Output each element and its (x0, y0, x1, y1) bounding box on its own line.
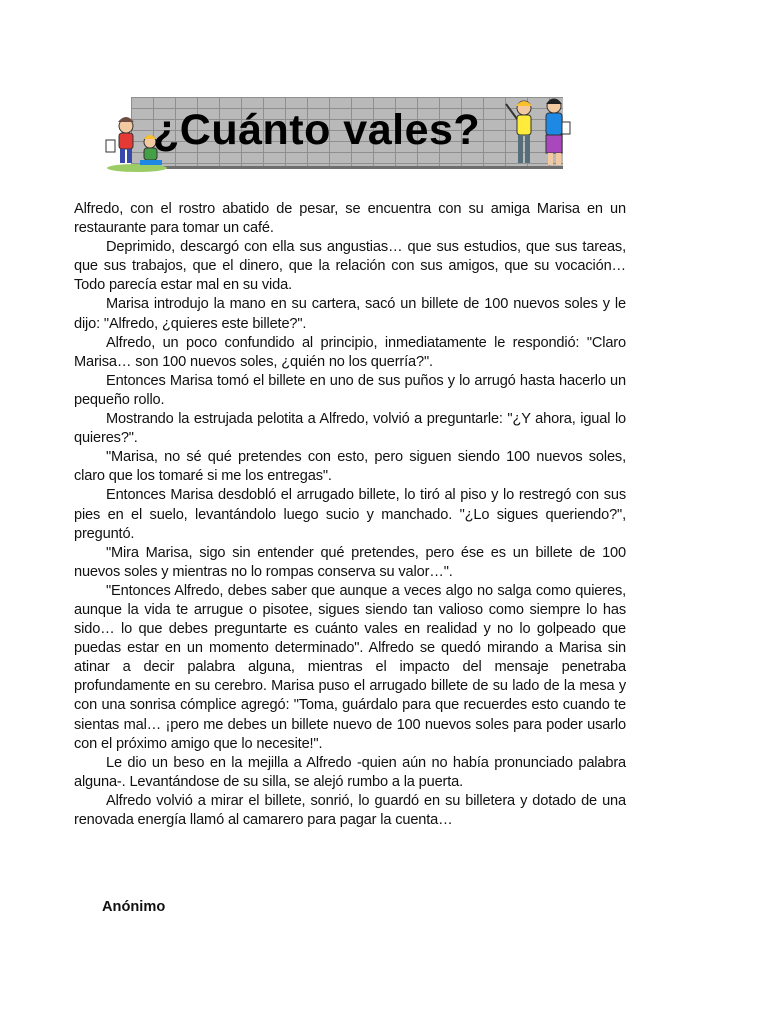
author-signature: Anónimo (102, 899, 166, 915)
page-title: ¿Cuánto vales? (153, 106, 481, 154)
paragraph: Mostrando la estrujada pelotita a Alfredo, volvió a preguntarle: "¿Y ahora, igual lo quieres?". (74, 411, 626, 447)
students-clipart (500, 92, 576, 172)
paragraph: Entonces Marisa desdobló el arrugado billete, lo tiró al piso y lo restregó con sus pies en el suelo, levantándolo luego sucio y manchado. "¿Lo sigues queriendo?", preguntó. (74, 487, 626, 542)
paragraph: "Marisa, no sé qué pretendes con esto, pero siguen siendo 100 nuevos soles, claro que los tomaré si me los entregas". (74, 449, 626, 485)
paragraph: Marisa introdujo la mano en su cartera, sacó un billete de 100 nuevos soles y le dijo: "Alfredo, ¿quieres este billete?". (74, 296, 626, 332)
paragraph: Le dio un beso en la mejilla a Alfredo -quien aún no había pronunciado palabra alguna-. Levantándose de su silla, se alejó rumbo a la puerta. (74, 754, 626, 790)
paragraph: Alfredo volvió a mirar el billete, sonrió, lo guardó en su billetera y dotado de una renovada energía llamó al camarero para pagar la cuenta… (74, 792, 626, 828)
paragraph: Deprimido, descargó con ella sus angustias… que sus estudios, que sus tareas, que sus trabajos, que el dinero, que la relación con sus amigos, que su vocación… Todo parecía estar mal en su vida. (74, 239, 626, 294)
paragraph: "Entonces Alfredo, debes saber que aunque a veces algo no salga como quieres, aunque la vida te arrugue o pisotee, sigues siendo tan valioso como siempre lo has sido… lo que debes preguntarte es cuánto vales en realidad y no lo golpeado que puedas estar en un momento determinado". Alfredo se quedó mirando a Marisa sin atinar a decir palabra alguna, mientras el impacto del mensaje penetraba profundamente en su cerebro. Marisa puso el arrugado billete de su lado de la mesa y con una sonrisa cómplice agregó: "Toma, guárdalo para que recuerdes esto cuando te sientas mal… ¡pero me debes un billete nuevo de 100 nuevos soles para poder usarlo con el próximo amigo que lo necesite!". (74, 582, 626, 752)
paragraph: Alfredo, con el rostro abatido de pesar, se encuentra con su amiga Marisa en un restaurante para tomar un café. (74, 201, 626, 237)
paragraph: Entonces Marisa tomó el billete en uno de sus puños y lo arrugó hasta hacerlo un pequeño rollo. (74, 372, 626, 408)
story-body (74, 200, 626, 830)
paragraph: "Mira Marisa, sigo sin entender qué pretendes, pero ése es un billete de 100 nuevos soles y mientras no lo rompas conserva su valor…". (74, 544, 626, 580)
paragraph: Alfredo, un poco confundido al principio, inmediatamente le respondió: "Claro Marisa… son 100 nuevos soles, ¿quién no los querría?". (74, 334, 626, 370)
